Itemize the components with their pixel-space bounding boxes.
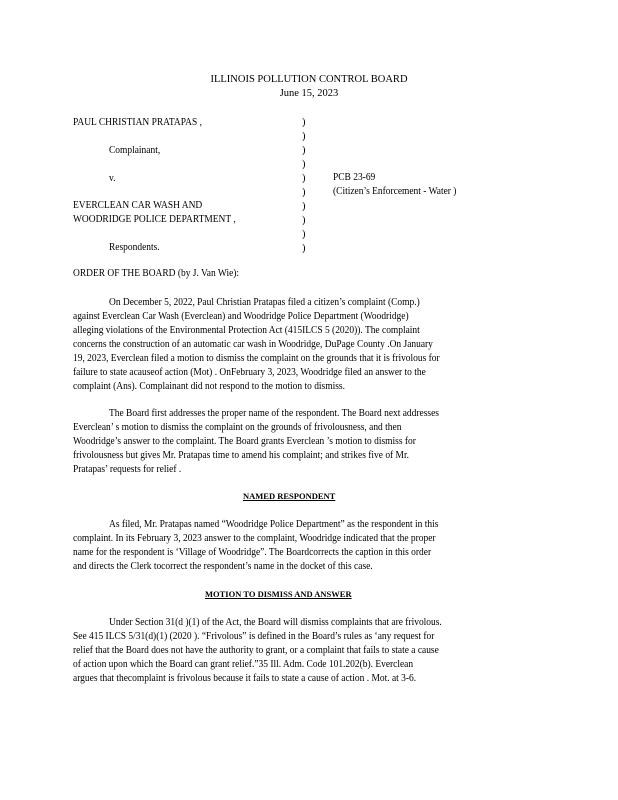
respondents-label: Respondents. bbox=[109, 242, 160, 253]
plaintiff-name: PAUL CHRISTIAN PRATAPAS , bbox=[73, 117, 202, 128]
paragraph-line: concerns the construction of an automatic car wash in Woodridge, DuPage County .On January bbox=[73, 339, 433, 350]
paragraph-line: and directs the Clerk tocorrect the respondent’s name in the docket of this case. bbox=[73, 561, 373, 572]
caption-paren: ) bbox=[302, 187, 306, 198]
paragraph-line: Everclean’ s motion to dismiss the complaint on the grounds of frivolousness, and then bbox=[73, 422, 402, 433]
paragraph-line: name for the respondent is ‘Village of Woodridge”. The Boardcorrects the caption in this order bbox=[73, 547, 432, 558]
complainant-label: Complainant, bbox=[109, 145, 161, 156]
paragraph-line: As filed, Mr. Pratapas named “Woodridge Police Department” as the respondent in this bbox=[109, 519, 439, 530]
paragraph-line: frivolousness but gives Mr. Pratapas time to amend his complaint; and strikes five of Mr. bbox=[73, 450, 409, 461]
paragraph-line: The Board first addresses the proper name of the respondent. The Board next addresses bbox=[109, 408, 439, 419]
caption-paren: ) bbox=[302, 201, 306, 212]
order-date: June 15, 2023 bbox=[279, 88, 339, 99]
order-heading: ORDER OF THE BOARD (by J. Van Wie): bbox=[73, 268, 240, 279]
paragraph-line: failure to state acauseof action (Mot) . OnFebruary 3, 2023, Woodridge filed an answer to the bbox=[73, 367, 426, 378]
caption-paren: ) bbox=[302, 215, 306, 226]
paragraph-line: Pratapas’ requests for relief . bbox=[73, 464, 182, 475]
versus-label: v. bbox=[109, 173, 116, 184]
paragraph-line: Woodridge’s answer to the complaint. The Board grants Everclean ’s motion to dismiss for bbox=[73, 436, 416, 447]
case-number: PCB 23-69 bbox=[333, 172, 376, 183]
caption-paren: ) bbox=[302, 145, 306, 156]
paragraph-line: 19, 2023, Everclean filed a motion to dismiss the complaint on the grounds that it is frivolous for bbox=[73, 353, 440, 364]
case-type: (Citizen’s Enforcement - Water ) bbox=[333, 186, 457, 197]
caption-paren: ) bbox=[302, 243, 306, 254]
caption-paren: ) bbox=[302, 229, 306, 240]
paragraph-line: See 415 ILCS 5/31(d)(1) (2020 ). “Frivolous” is defined in the Board’s rules as ‘any request for bbox=[73, 631, 435, 642]
section-heading-motion-to-dismiss: MOTION TO DISMISS AND ANSWER bbox=[205, 589, 352, 599]
paragraph-line: against Everclean Car Wash (Everclean) and Woodridge Police Department (Woodridge) bbox=[73, 311, 409, 322]
paragraph-line: complaint (Ans). Complainant did not respond to the motion to dismiss. bbox=[73, 381, 345, 392]
paragraph-line: argues that thecomplaint is frivolous because it fails to state a cause of action . Mot. at 3-6. bbox=[73, 673, 417, 684]
paragraph-line: On December 5, 2022, Paul Christian Pratapas filed a citizen’s complaint (Comp.) bbox=[109, 297, 420, 308]
caption-paren: ) bbox=[302, 131, 306, 142]
caption-paren: ) bbox=[302, 159, 306, 170]
respondent-name-line2: WOODRIDGE POLICE DEPARTMENT , bbox=[73, 214, 236, 225]
paragraph-line: complaint. In its February 3, 2023 answer to the complaint, Woodridge indicated that the proper bbox=[73, 533, 436, 544]
caption-paren: ) bbox=[302, 117, 306, 128]
caption-paren: ) bbox=[302, 173, 306, 184]
respondent-name-line1: EVERCLEAN CAR WASH AND bbox=[73, 200, 203, 211]
paragraph-line: alleging violations of the Environmental Protection Act (415ILCS 5 (2020)). The complaint bbox=[73, 325, 420, 336]
board-title: ILLINOIS POLLUTION CONTROL BOARD bbox=[210, 74, 408, 85]
paragraph-line: relief that the Board does not have the authority to grant, or a complaint that fails to state a cause bbox=[73, 645, 439, 656]
paragraph-line: Under Section 31(d )(1) of the Act, the Board will dismiss complaints that are frivolous. bbox=[109, 617, 442, 628]
paragraph-line: of action upon which the Board can grant relief.”35 Ill. Adm. Code 101.202(b). Everclean bbox=[73, 659, 414, 670]
section-heading-named-respondent: NAMED RESPONDENT bbox=[243, 491, 336, 501]
